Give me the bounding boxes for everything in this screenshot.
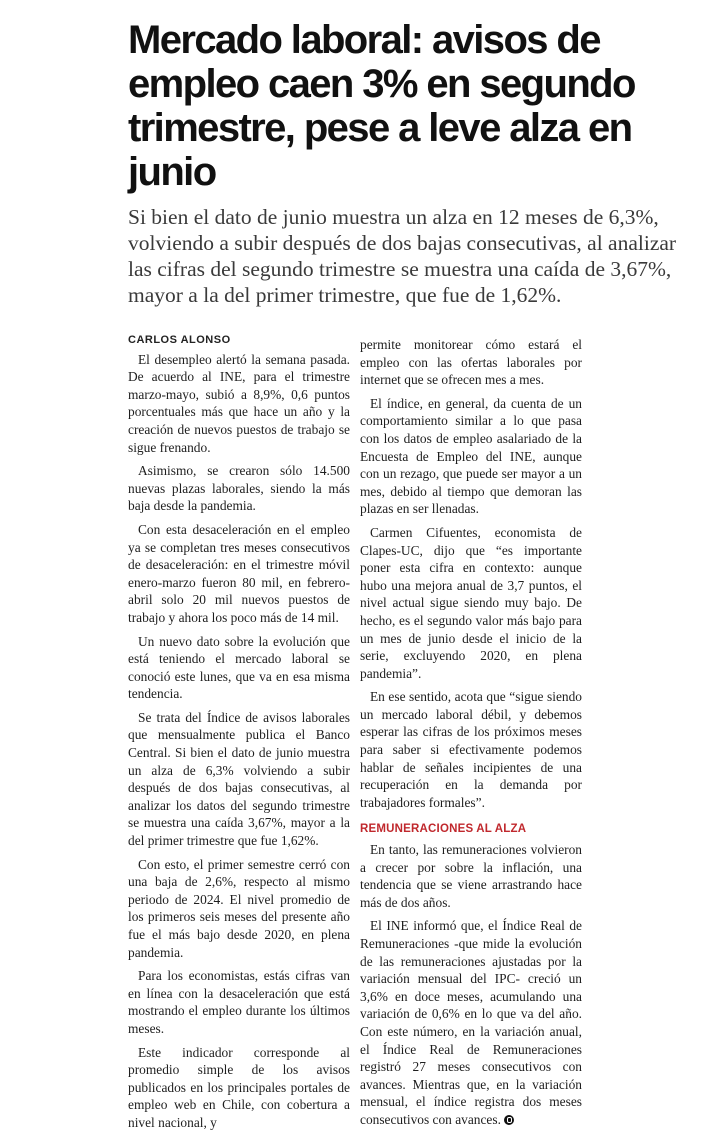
paragraph: En tanto, las remuneraciones volvieron a crecer por sobre la inflación, una tendencia que se viene arrastrando hace más de dos años. (360, 842, 582, 910)
paragraph: Con esta desaceleración en el empleo ya se completan tres meses consecutivos de desaceleración: en el trimestre móvil enero-marzo fueron 80 mil, en febrero-abril solo 20 mil nuevos puestos de trabajo y ahora los poco más de 14 mil. (128, 521, 350, 625)
paragraph: El desempleo alertó la semana pasada. De acuerdo al INE, para el trimestre marzo-mayo, subió a 8,9%, 0,6 puntos porcentuales más que hace un año y la creación de nuevos puestos de trabajo se sigue frenando. (128, 351, 350, 455)
paragraph: Para los economistas, estás cifras van en línea con la desaceleración que está mostrando el empleo durante los últimos meses. (128, 968, 350, 1036)
paragraph: Este indicador corresponde al promedio simple de los avisos publicados en los principales portales de empleo web en Chile, con cobertura a nivel nacional, y (128, 1044, 350, 1130)
column-1 (128, 332, 350, 1138)
paragraph: Un nuevo dato sobre la evolución que está teniendo el mercado laboral se conoció este lunes, que va en esa misma tendencia. (128, 633, 350, 702)
paragraph: Con esto, el primer semestre cerró con una baja de 2,6%, respecto al mismo periodo de 2024. El nivel promedio de los primeros seis meses del presente año fue el más bajo desde 2020, en plena pandemia. (128, 856, 350, 960)
end-mark-icon (504, 1115, 514, 1125)
paragraph: Carmen Cifuentes, economista de Clapes-UC, dijo que “es importante poner esta cifra en contexto: aunque hubo una mejora anual de 3,7 puntos, el nivel actual sigue siendo muy bajo. De hecho, es el segundo valor más bajo para un mes de junio desde el inicio de la serie, excluyendo 2020, en plena pandemia”. (360, 524, 582, 681)
headline: Mercado laboral: avisos de empleo caen 3% en segundo trimestre, pese a leve alza en junio (128, 18, 635, 194)
column-2 (360, 336, 582, 1135)
paragraph (360, 917, 582, 1128)
paragraph: Asimismo, se crearon sólo 14.500 nuevas plazas laborales, siendo la más baja desde la pandemia. (128, 463, 350, 514)
paragraph: En ese sentido, acota que “sigue siendo un mercado laboral débil, y debemos esperar las cifras de los próximos meses para saber si efectivamente podemos hablar de señales incipientes de una recuperación en la demanda por trabajadores formales”. (360, 689, 582, 810)
paragraph-text: El INE informó que, el Índice Real de Remuneraciones -que mide la evolución de las remuneraciones ajustadas por la variación mensual del IPC- creció un 3,6% en doce meses, acumulando una variación de 0,6% en lo que va del año. Con este número, en la variación anual, el Índice Real de Remuneraciones registró 27 meses consecutivos con avances. Mientras que, en la variación mensual, el índice registra dos meses consecutivos con avances. (360, 918, 582, 1127)
paragraph: permite monitorear cómo estará el empleo con las ofertas laborales por internet que se ofrecen mes a mes. (360, 337, 582, 388)
byline: CARLOS ALONSO (128, 334, 231, 346)
deck: Si bien el dato de junio muestra un alza en 12 meses de 6,3%, volviendo a subir después de dos bajas consecutivas, al analizar las cifras del segundo trimestre se muestra una caída de 3,67%, mayor a la del primer trimestre, que fue de 1,62%. (128, 205, 677, 307)
paragraph: El índice, en general, da cuenta de un comportamiento similar a lo que pasa con los datos de empleo asalariado de la Encuesta de Empleo del INE, aunque con un rezago, que puede ser mayor a un mes, debido al tiempo que demoran las plazas en ser llenadas. (360, 395, 582, 517)
paragraph: Se trata del Índice de avisos laborales que mensualmente publica el Banco Central. Si bien el dato de junio muestra un alza de 6,3% volviendo a subir después de dos bajas consecutivas, al analizar los datos del segundo trimestre se muestra una caída 3,67%, mayor a la del primer trimestre que fue 1,62%. (128, 709, 350, 849)
section-subhead: REMUNERACIONES AL ALZA (360, 823, 527, 836)
